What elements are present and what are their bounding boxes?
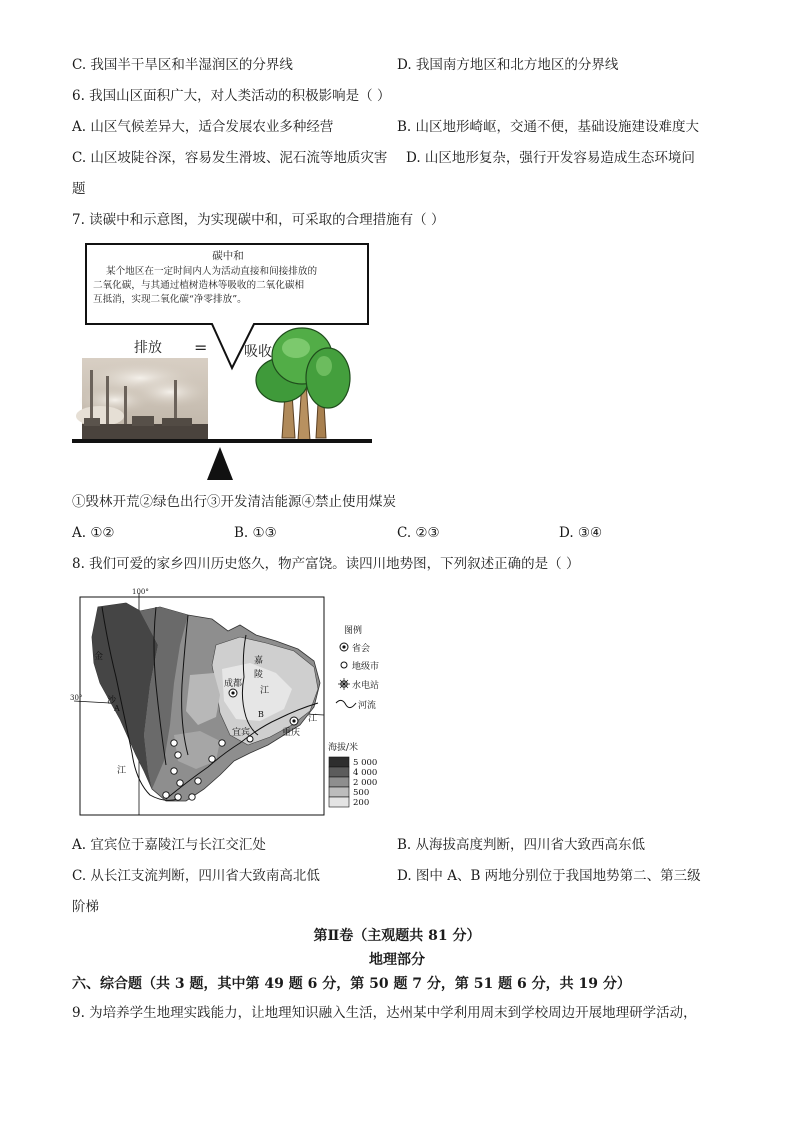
sichuan-terrain-map (70, 585, 390, 820)
legend-river: 河流 (358, 701, 377, 711)
emission-label: 排放 (134, 340, 162, 356)
box-title: 碳中和 (212, 250, 244, 262)
elevation-title: 海拔/米 (328, 743, 359, 753)
river-label-sha: 沙 (107, 696, 117, 706)
city-label-chengdu: 成都 (224, 679, 243, 689)
river-label-jialing-1: 嘉 (254, 656, 264, 666)
legend-hydro-icon (338, 678, 350, 690)
elevation-level-4000: 4 000 (353, 768, 378, 778)
elevation-level-2000: 2 000 (353, 778, 378, 788)
q7-stem: 7. 读碳中和示意图，为实现碳中和，可采取的合理措施有（ ） (72, 212, 445, 228)
elevation-level-200: 200 (353, 798, 370, 808)
equals-sign: = (194, 338, 208, 357)
latitude-label: 30° (70, 694, 83, 702)
balance-pivot (207, 447, 233, 480)
q6-option-d-continued: 题 (72, 181, 86, 197)
q8-option-c: C. 从长江支流判断，四川省大致南高北低 (72, 868, 320, 884)
legend-title: 图例 (344, 626, 363, 636)
box-line-1: 某个地区在一定时间内人为活动直接和间接排放的 (106, 266, 318, 277)
city-label-chongqing: 重庆 (282, 728, 301, 738)
city-label-yibin: 宜宾 (232, 728, 251, 738)
q5-option-c: C. 我国半干旱区和半湿润区的分界线 (72, 57, 293, 73)
q7-option-c: C. ②③ (397, 525, 440, 541)
point-b-label: B (258, 710, 264, 719)
legend-hydro: 水电站 (352, 681, 380, 691)
q7-option-b: B. ①③ (234, 525, 277, 541)
factory-emission-image (76, 358, 210, 440)
river-label-jiang: 江 (117, 766, 127, 776)
q8-option-d: D. 图中 A、B 两地分别位于我国地势第二、第三级 (397, 868, 701, 884)
legend-river-icon (336, 700, 356, 707)
q7-option-d: D. ③④ (559, 525, 603, 541)
river-label-jin: 金 (94, 652, 104, 662)
longitude-label: 100° (132, 588, 149, 596)
q8-option-b: B. 从海拔高度判断，四川省大致西高东低 (397, 837, 646, 853)
legend-city: 地级市 (352, 662, 380, 672)
city-chengdu-marker (229, 689, 237, 697)
q6-stem: 6. 我国山区面积广大，对人类活动的积极影响是（ ） (72, 88, 391, 104)
q9-stem: 9. 为培养学生地理实践能力，让地理知识融入生活，达州某中学利用周末到学校周边开展地理研学活动， (72, 1005, 697, 1021)
q8-stem: 8. 我们可爱的家乡四川历史悠久，物产富饶。读四川地势图，下列叙述正确的是（ ） (72, 556, 580, 572)
q6-option-b: B. 山区地形崎岖，交通不便，基础设施建设难度大 (397, 119, 700, 135)
carbon-neutrality-diagram (70, 240, 375, 485)
elevation-level-5000: 5 000 (353, 758, 378, 768)
q8-option-a: A. 宜宾位于嘉陵江与长江交汇处 (72, 837, 266, 853)
q6-option-c: C. 山区坡陡谷深，容易发生滑坡、泥石流等地质灾害 (72, 150, 388, 166)
part-two-subtitle: 地理部分 (369, 952, 425, 968)
q5-option-d: D. 我国南方地区和北方地区的分界线 (397, 57, 619, 73)
river-label-jialing-2: 陵 (254, 670, 264, 680)
city-chongqing-marker (290, 717, 298, 725)
section-heading: 六、综合题（共 3 题，其中第 49 题 6 分，第 50 题 7 分，第 51 题 6 分，共 19 分） (72, 976, 631, 992)
point-a-label: A (114, 704, 120, 713)
legend-city-icon (341, 662, 347, 668)
elevation-level-500: 500 (353, 788, 370, 798)
map-legend (328, 624, 379, 808)
river-label-chang: 江 (308, 714, 318, 724)
q6-option-d: D. 山区地形复杂，强行开发容易造成生态环境问 (406, 150, 695, 166)
box-line-2: 二氧化碳，与其通过植树造林等吸收的二氧化碳相 (93, 280, 305, 291)
river-label-jialing-3: 江 (260, 686, 270, 696)
q6-option-a: A. 山区气候差异大，适合发展农业多种经营 (72, 119, 334, 135)
part-two-title: 第Ⅱ卷（主观题共 81 分） (313, 928, 481, 944)
q7-option-a: A. ①② (72, 525, 115, 541)
absorb-label: 吸收 (244, 344, 272, 360)
balance-beam (72, 439, 372, 443)
legend-capital: 省会 (352, 644, 371, 654)
q8-option-d-continued: 阶梯 (72, 899, 99, 915)
q7-measures: ①毁林开荒②绿色出行③开发清洁能源④禁止使用煤炭 (72, 494, 396, 510)
box-line-3: 互抵消，实现二氧化碳“净零排放”。 (93, 294, 247, 305)
